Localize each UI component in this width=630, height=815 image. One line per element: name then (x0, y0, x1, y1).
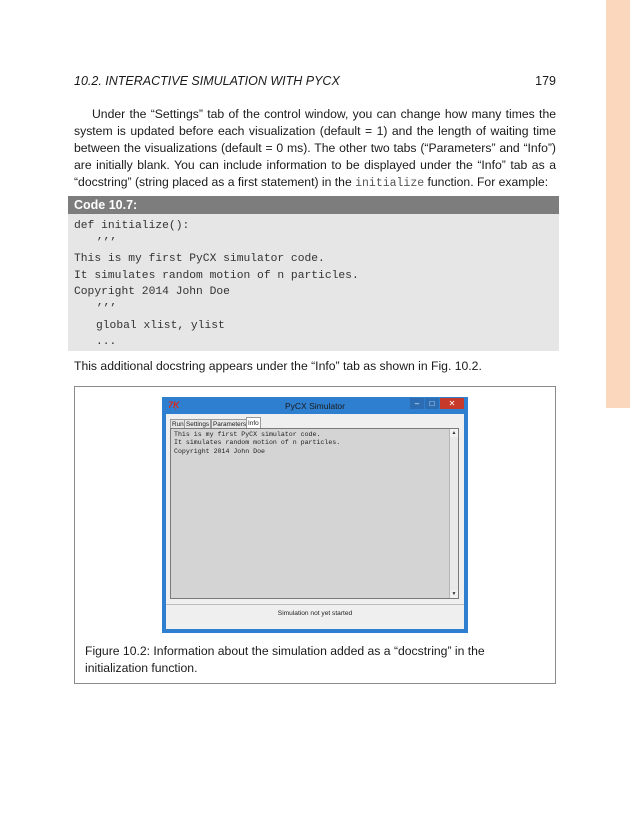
code-block (68, 196, 559, 351)
code-line: global xlist, ylist (96, 319, 225, 332)
minimize-icon[interactable]: – (410, 398, 424, 409)
maximize-icon[interactable]: □ (425, 398, 439, 409)
info-line: This is my first PyCX simulator code. (174, 431, 321, 438)
tab-info[interactable]: Info (246, 417, 261, 429)
tab-run[interactable]: Run (172, 421, 184, 428)
status-divider (166, 604, 464, 605)
info-line: Copyright 2014 John Doe (174, 447, 266, 455)
page-number: 179 (535, 74, 556, 88)
scroll-up-icon[interactable]: ▲ (451, 430, 457, 436)
pycx-simulator-window (162, 397, 468, 633)
info-scrollbar[interactable] (449, 429, 458, 598)
paragraph-settings-tab (74, 106, 556, 192)
info-docstring (174, 431, 340, 456)
code-line: ... (96, 336, 117, 349)
info-text-area[interactable] (170, 428, 459, 599)
tab-parameters[interactable]: Parameters (213, 421, 247, 428)
paragraph-text: Under the “Settings” tab of the control window, you can change how many times the system is updated before each visualization (default = 1) and the length of waiting time between the visualizations (default = 0 ms). The other two tabs (“Parameters” and “Info”) are initially blank. You can include information to be displayed under the “Info” tab as a “docstring” (string placed as a first statement) in the (74, 107, 556, 189)
code-block-body (68, 214, 559, 351)
code-line: def initialize(): (74, 220, 190, 232)
running-head-title: 10.2. INTERACTIVE SIMULATION WITH PYCX (74, 74, 340, 88)
window-client-area (166, 414, 464, 629)
code-line: ’’’ (96, 236, 117, 249)
figure-10-2 (74, 386, 556, 684)
paragraph-docstring-note: This additional docstring appears under the “Info” tab as shown in Fig. 10.2. (74, 359, 482, 373)
status-text: Simulation not yet started (277, 610, 353, 617)
info-line: It simulates random motion of n particles. (174, 439, 341, 447)
code-line: Copyright 2014 John Doe (74, 286, 230, 299)
window-title: PyCX Simulator (285, 401, 345, 411)
scroll-down-icon[interactable]: ▼ (451, 591, 457, 597)
code-line: It simulates random motion of n particles. (74, 269, 359, 282)
code-line: This is my first PyCX simulator code. (74, 253, 325, 266)
inline-code-initialize: initialize (355, 177, 425, 190)
tab-settings[interactable]: Settings (186, 421, 210, 428)
chapter-side-tab (606, 0, 630, 408)
code-line: ’’’ (96, 302, 117, 315)
code-block-title: Code 10.7: (68, 196, 559, 214)
running-head (74, 74, 556, 92)
tk-app-icon: 7Ķ (168, 400, 180, 410)
paragraph-text-end: function. For example: (424, 175, 549, 189)
figure-caption: Figure 10.2: Information about the simulation added as a “docstring” in the initialization function. (85, 644, 485, 675)
window-titlebar[interactable] (162, 397, 468, 414)
close-icon[interactable]: ✕ (440, 398, 464, 409)
